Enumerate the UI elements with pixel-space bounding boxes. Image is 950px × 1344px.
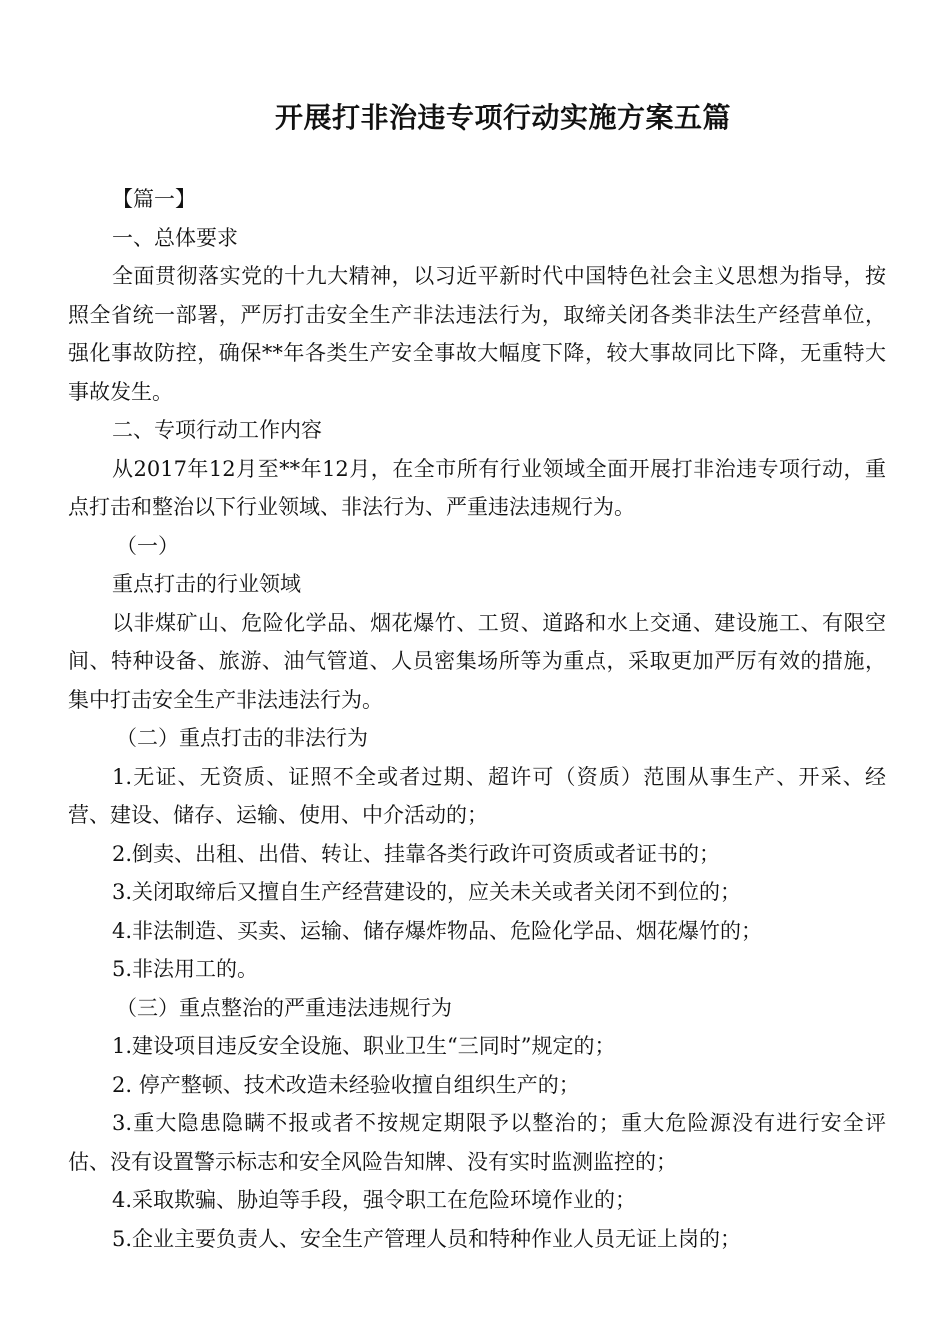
section-marker: 【篇一】 (112, 187, 196, 211)
paragraph-key-industries: 以非煤矿山、危险化学品、烟花爆竹、工贸、道路和水上交通、建设施工、有限空间、特种设备、旅游、油气管道、人员密集场所等为重点，采取更加严厉有效的措施，集中打击安全生产非法违法行为。 (68, 610, 886, 712)
list-item: 2.倒卖、出租、出借、转让、挂靠各类行政许可资质或者证书的； (112, 841, 721, 866)
list-item: 5.企业主要负责人、安全生产管理人员和特种作业人员无证上岗的； (112, 1226, 742, 1251)
paragraph-general-requirements: 全面贯彻落实党的十九大精神，以习近平新时代中国特色社会主义思想为指导，按照全省统一部署，严厉打击安全生产非法违法行为，取缔关闭各类非法生产经营单位，强化事故防控，确保**年各类生产安全事故大幅度下降，较大事故同比下降，无重特大事故发生。 (68, 264, 886, 404)
heading-general-requirements: 一、总体要求 (112, 225, 238, 250)
list-item: 4.采取欺骗、胁迫等手段，强令职工在危险环境作业的； (112, 1188, 637, 1212)
subheading-two: （二）重点打击的非法行为 (116, 726, 368, 750)
document-title: 开展打非治违专项行动实施方案五篇 (274, 101, 731, 134)
paragraph-work-content: 从2017年12月至**年12月，在全市所有行业领域全面开展打非治违专项行动，重点打击和整治以下行业领域、非法行为、严重违法违规行为。 (68, 456, 886, 519)
heading-work-content: 二、专项行动工作内容 (112, 418, 322, 442)
list-item: 2. 停产整顿、技术改造未经验收擅自组织生产的； (112, 1072, 580, 1097)
document-body (68, 180, 886, 1258)
list-item: 1.建设项目违反安全设施、职业卫生“三同时”规定的； (112, 1034, 616, 1058)
subheading-three: （三）重点整治的严重违法违规行为 (116, 995, 452, 1020)
list-item: 3.关闭取缔后又擅自生产经营建设的，应关未关或者关闭不到位的； (112, 880, 742, 904)
list-item: 3.重大隐患隐瞒不报或者不按规定期限予以整治的；重大危险源没有进行安全评估、没有设置警示标志和安全风险告知牌、没有实时监测监控的； (68, 1111, 886, 1174)
list-item: 5.非法用工的。 (112, 957, 259, 981)
subheading-one-title: 重点打击的行业领域 (112, 572, 301, 596)
list-item: 1.无证、无资质、证照不全或者过期、超许可（资质）范围从事生产、开采、经营、建设、储存、运输、使用、中介活动的； (68, 764, 886, 827)
subheading-one-marker: （一） (116, 533, 179, 558)
list-item: 4.非法制造、买卖、运输、储存爆炸物品、危险化学品、烟花爆竹的； (112, 918, 763, 943)
